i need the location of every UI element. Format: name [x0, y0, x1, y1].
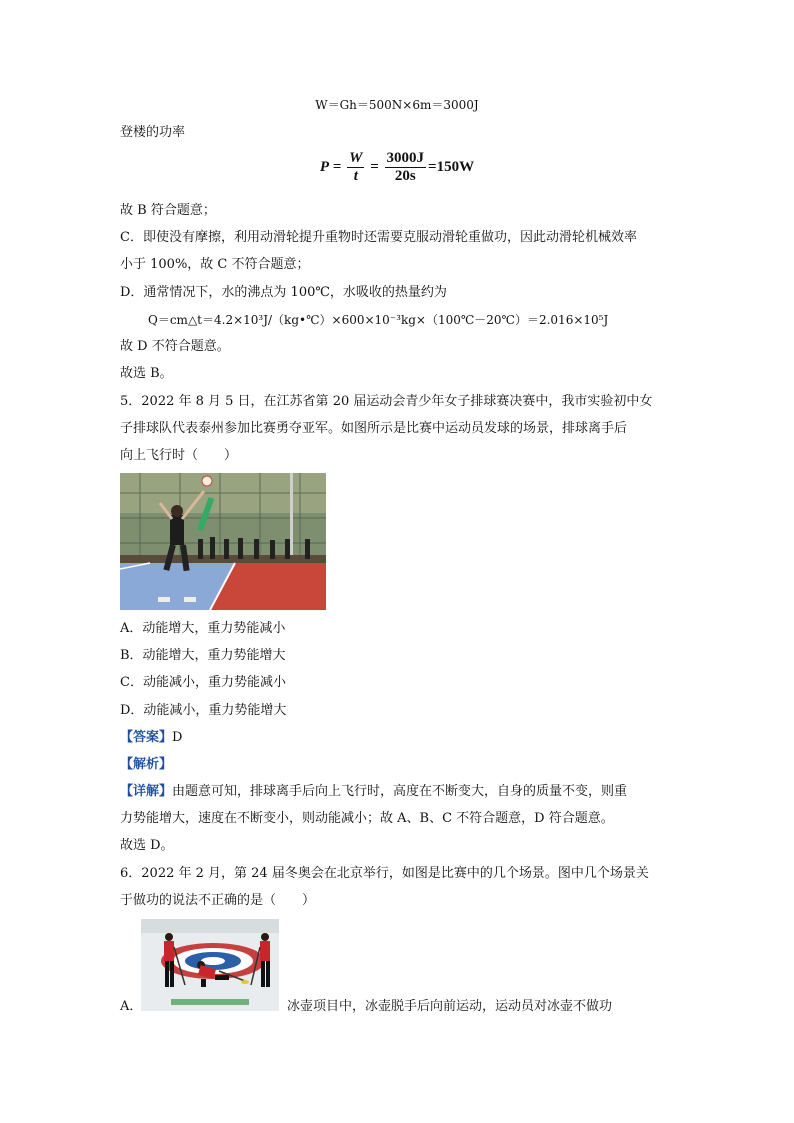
d-line-1: D．通常情况下，水的沸点为 100℃，水吸收的热量约为 — [120, 285, 447, 300]
formula-eq2: = — [370, 158, 379, 175]
volleyball-serve-photo — [120, 473, 326, 610]
curling-photo — [141, 919, 279, 1011]
q5-option-c: C．动能减小，重力势能减小 — [120, 675, 286, 690]
detail-line-2: 力势能增大，速度在不断变小，则动能减小；故 A、B、C 不符合题意，D 符合题意。 — [120, 811, 614, 826]
q5-line-3: 向上飞行时（ ） — [120, 448, 238, 463]
formula-w: W — [349, 150, 363, 166]
formula-frac-values — [385, 150, 427, 185]
b-fit-line: 故 B 符合题意； — [120, 203, 216, 218]
detail-text-1: 由题意可知，排球离手后向上飞行时，高度在不断变大，自身的质量不变，则重 — [172, 784, 628, 799]
heat-formula: Q＝cm△t＝4.2×10³J/（kg•℃）×600×10⁻³kg×（100℃－20℃）＝2.016×10⁵J — [148, 313, 609, 327]
q6-line-1: 6．2022 年 2 月，第 24 届冬奥会在北京举行，如图是比赛中的几个场景。图中几个场景关 — [120, 866, 649, 881]
c-line-1: C．即使没有摩擦，利用动滑轮提升重物时还需要克服动滑轮重做功，因此动滑轮机械效率 — [120, 230, 637, 245]
power-formula — [0, 150, 794, 185]
c-line-2: 小于 100%，故 C 不符合题意； — [120, 257, 310, 272]
formula-num: 3000J — [386, 150, 425, 166]
work-formula: W＝Gh＝500N×6m＝3000J — [315, 98, 479, 112]
formula-p: P — [319, 158, 330, 175]
analysis-tag: 【解析】 — [120, 757, 173, 772]
detail-tag: 【详解】 — [120, 784, 173, 799]
q5-option-a: A．动能增大，重力势能减小 — [120, 621, 286, 636]
q6-line-2: 于做功的说法不正确的是（ ） — [120, 893, 316, 908]
formula-t: t — [353, 168, 358, 184]
answer-value: D — [172, 730, 183, 745]
q5-line-1: 5．2022 年 8 月 5 日，在江苏省第 20 届运动会青少年女子排球赛决赛中，我市实验初中女 — [120, 394, 653, 409]
q5-line-2: 子排球队代表泰州参加比赛勇夺亚军。如图所示是比赛中运动员发球的场景，排球离手后 — [120, 421, 628, 436]
answer-line — [120, 728, 182, 748]
choose-b-line: 故选 B。 — [120, 366, 173, 381]
d-not-line: 故 D 不符合题意。 — [120, 339, 230, 354]
q5-option-d: D．动能减小，重力势能增大 — [120, 703, 287, 718]
analysis-line — [120, 755, 172, 775]
formula-result: =150W — [428, 158, 475, 175]
detail-line-1 — [120, 782, 627, 802]
q5-option-b: B．动能增大，重力势能增大 — [120, 648, 286, 663]
q6-option-a-label: A． — [120, 999, 143, 1014]
formula-frac-wt — [347, 150, 364, 185]
formula-eq1: = — [332, 158, 342, 175]
formula-den: 20s — [394, 168, 416, 184]
choose-d-line: 故选 D。 — [120, 838, 174, 853]
q6-option-a-text: 冰壶项目中，冰壶脱手后向前运动，运动员对冰壶不做功 — [287, 999, 613, 1014]
power-label: 登楼的功率 — [120, 125, 186, 140]
answer-tag: 【答案】 — [120, 730, 173, 745]
